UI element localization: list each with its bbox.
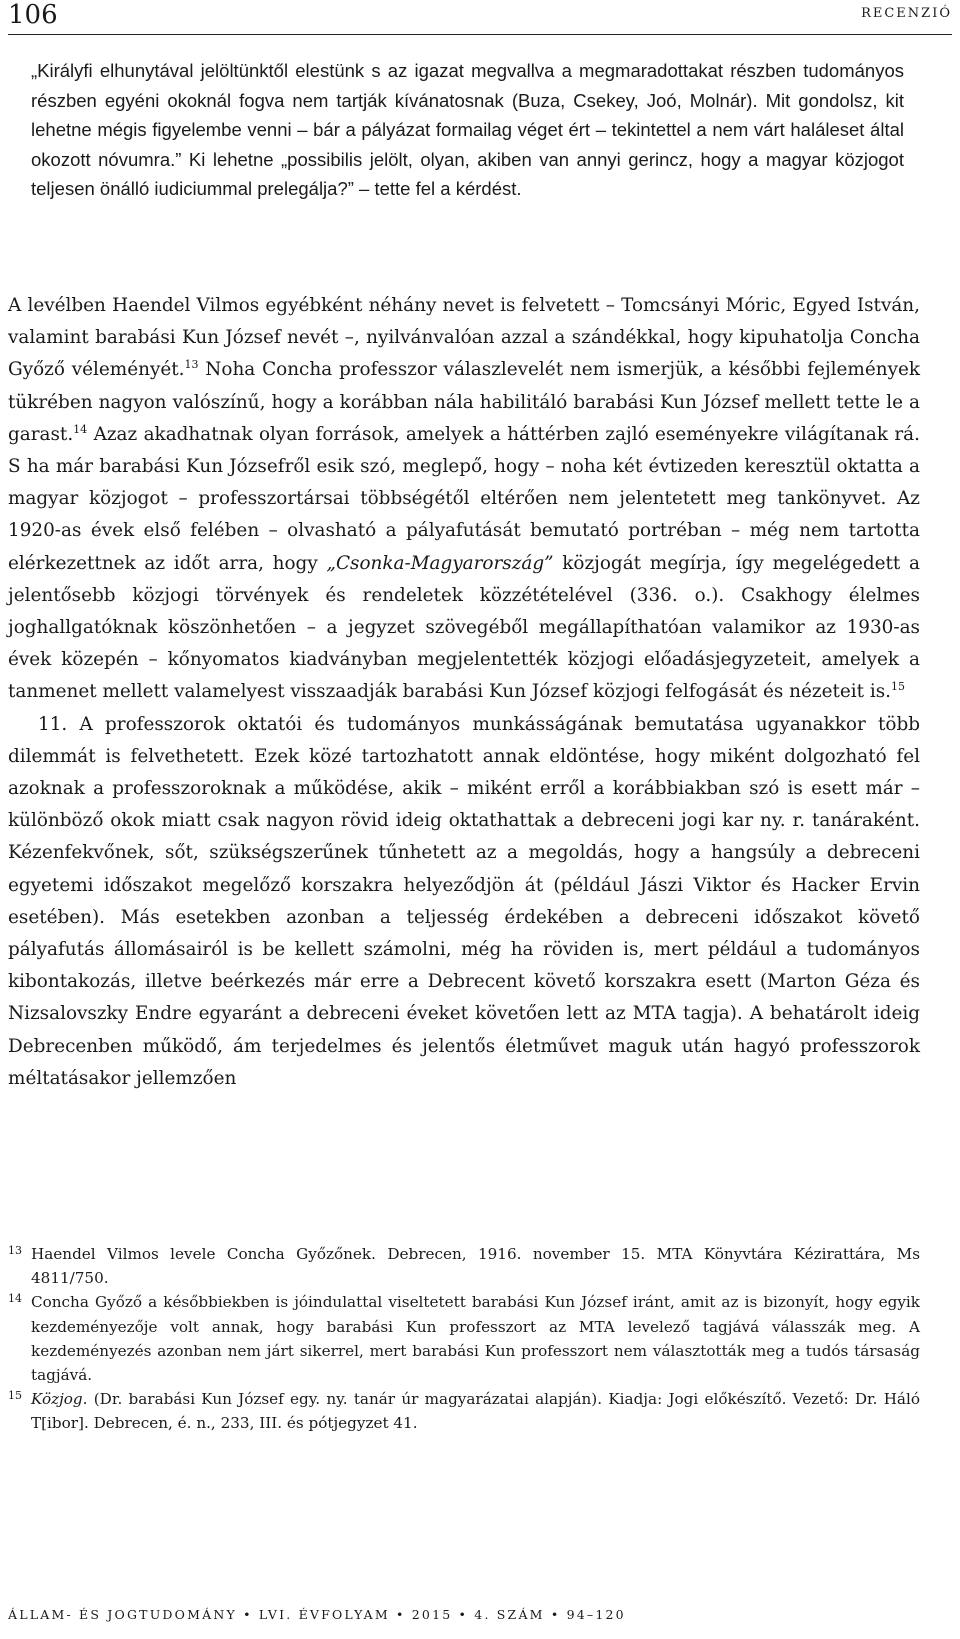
footnote-13 bbox=[8, 1242, 920, 1290]
footnote-ref-14[interactable]: 14 bbox=[73, 422, 88, 436]
body-paragraph-11: 11. A professzorok oktatói és tudományos munkásságának bemutatása ugyanakkor több dilemmát is felvethetett. Ezek közé tartozhatott annak eldöntése, hogy miként dolgozható fel azoknak a professzoroknak a működése, akik – miként erről a korábbiakban szó is esett már – különböző okok miatt csak nagyon rövid ideig oktathattak a debreceni jogi kar ny. r. tanáraként. Kézenfekvőnek, sőt, szükségszerűnek tűnhetett az a megoldás, hogy a hangsúly a debreceni egyetemi időszakot megelőző korszakra helyeződjön át (például Jászi Viktor és Hacker Ervin esetében). Más esetekben azonban a teljesség érdekében a debreceni időszakot követő pályafutás állomásairól is be kellett számolni, még ha röviden is, mert például a tudományos kibontakozás, illetve beérkezés már erre a Debrecent követő korszakra esett (Marton Géza és Nizsalovszky Endre egyaránt a debreceni éveket követően lett az MTA tagja). A behatárolt ideig Debrecenben működő, ám terjedelmes és jelentős életművet maguk után hagyó professzorok méltatásakor jellemzően bbox=[8, 713, 920, 1089]
footnote-number: 15 bbox=[8, 1389, 22, 1403]
body-text: közjogát megírja, így megelégedett a jelentősebb közjogi törvények és rendeletek közzétételével (336. o.). Csakhogy élelmes joghallgatóknak köszönhetően – a jegyzet szövegéből megállapíthatóan valamikor az 1930-as évek közepén – kőnyomatos kiadványban megjelentették közjogi előadásjegyzeteit, amelyek a tanmenet mellett valamelyest visszaadják barabási Kun József közjogi felfogását és nézeteit is. bbox=[8, 552, 920, 703]
page-header bbox=[8, 0, 952, 35]
footnote-ref-13[interactable]: 13 bbox=[184, 358, 199, 372]
quote-paragraph: „Királyfi elhunytával jelöltünktől elestünk s az igazat megvallva a megmaradottakat részben tudományos részben egyéni okoknál fogva nem tartják kívánatosnak (Buza, Csekey, Joó, Molnár). Mit gondolsz, kit lehetne mégis figyelembe venni – bár a pályázat formailag véget ért – tekintettel a nem várt haláleset által okozott nóvumra.” Ki lehetne „possibilis jelölt, olyan, akiben van annyi gerincz, hogy a magyar közjogot teljesen önálló iudiciummal prelegálja?” – tette fel a kérdést. bbox=[31, 60, 904, 200]
footnotes bbox=[8, 1242, 920, 1436]
footnote-14 bbox=[8, 1290, 920, 1387]
footnote-text: Concha Győző a későbbiekben is jóindulattal viseltetett barabási Kun József iránt, amit az is bizonyít, hogy egyik kezdeményezője volt annak, hogy barabási Kun professzort az MTA levelező tagjává válasszák meg. A kezdeményezés azonban nem járt sikerrel, mert barabási Kun professzort nem választották meg a tudós társaság tagjává. bbox=[31, 1293, 920, 1385]
italic-title: „Csonka-Magyarország” bbox=[326, 552, 554, 574]
footnote-ref-15[interactable]: 15 bbox=[891, 680, 906, 694]
footnote-number: 13 bbox=[8, 1244, 22, 1257]
footnote-number: 14 bbox=[8, 1292, 22, 1306]
footnote-text: (Dr. barabási Kun József egy. ny. tanár úr magyarázatai alapján). Kiadja: Jogi előkészítő. Vezető: Dr. Háló T[ibor]. Debrecen, é. n., 233, III. és pótjegyzet 41. bbox=[31, 1390, 920, 1433]
footnote-15 bbox=[8, 1387, 920, 1435]
journal-footer: ÁLLAM- ÉS JOGTUDOMÁNY • LVI. ÉVFOLYAM • 2015 • 4. SZÁM • 94–120 bbox=[8, 1607, 626, 1622]
footnote-text: Haendel Vilmos levele Concha Győzőnek. Debrecen, 1916. november 15. MTA Könyvtára Kézirattára, Ms 4811/750. bbox=[31, 1245, 920, 1288]
section-title: RECENZIÓ bbox=[861, 6, 952, 21]
body-text: Noha Concha professzor válaszlevelét nem ismerjük, a későbbi fejlemények tükrében nagyon valószínű, hogy a korábban nála habilitáló barabási Kun József mellett tette le a garast. bbox=[8, 359, 920, 445]
quoted-letter bbox=[31, 56, 904, 204]
main-text bbox=[8, 290, 920, 1095]
body-text: Azaz akadhatnak olyan források, amelyek a háttérben zajló eseményekre világítanak rá. S ha már barabási Kun Józsefről esik szó, meglepő, hogy – noha két évtizeden keresztül oktatta a magyar közjogot – professzortársai többségétől eltérően nem jelentetett meg tankönyvet. Az 1920-as évek első felében – olvasható a pályafutását bemutató portréban – még nem tartotta elérkezettnek az időt arra, hogy bbox=[8, 423, 920, 574]
body-paragraph bbox=[8, 290, 920, 709]
body-text: A levélben Haendel Vilmos egyébként néhány nevet is felvetett – Tomcsányi Móric, Egyed István, valamint barabási Kun József nevét –, nyilvánvalóan azzal a szándékkal, hogy kipuhatolja Concha Győző véleményét. bbox=[8, 295, 920, 381]
footnote-italic-title: Közjog. bbox=[31, 1390, 88, 1409]
page-number: 106 bbox=[8, 0, 58, 30]
